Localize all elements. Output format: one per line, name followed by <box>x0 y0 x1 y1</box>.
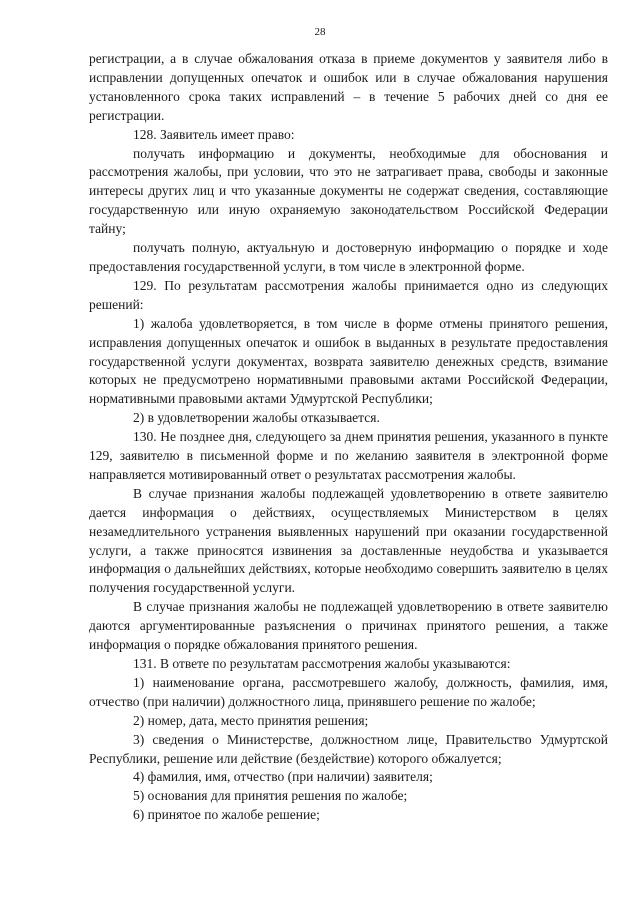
paragraph: В случае признания жалобы не подлежащей удовлетворению в ответе заявителю даются аргументированные разъяснения о причинах принятого решения, а также информация о порядке обжалования принятого решения. <box>89 599 608 653</box>
paragraph: регистрации, а в случае обжалования отказа в приеме документов у заявителя либо в исправлении допущенных опечаток и ошибок или в случае обжалования нарушения установленного срока таких исправлений – в течение 5 рабочих дней со дня ее регистрации. <box>89 51 608 123</box>
paragraph: получать информацию и документы, необходимые для обоснования и рассмотрения жалобы, при условии, что это не затрагивает права, свободы и законные интересы других лиц и что указанные документы не содержат сведения, составляющие государственную или иную охраняемую законодательством Российской Федерации тайну; <box>89 145 608 237</box>
paragraph: 5) основания для принятия решения по жалобе; <box>133 788 408 804</box>
document-body <box>89 50 608 825</box>
paragraph: 1) жалоба удовлетворяется, в том числе в форме отмены принятого решения, исправления допущенных опечаток и ошибок в выданных в результате предоставления государственной услуги документах, возврата заявителю денежных средств, взимание которых не предусмотрено нормативными правовыми актами Российской Федерации, нормативными правовыми актами Удмуртской Республики; <box>89 315 608 407</box>
paragraph: 129. По результатам рассмотрения жалобы принимается одно из следующих решений: <box>89 277 608 312</box>
paragraph: 6) принятое по жалобе решение; <box>133 807 320 823</box>
paragraph: 2) номер, дата, место принятия решения; <box>133 712 369 728</box>
paragraph: В случае признания жалобы подлежащей удовлетворению в ответе заявителю дается информация о действиях, осуществляемых Министерством в целях незамедлительного устранения выявленных нарушений при оказании государственной услуги, а также приносятся извинения за доставленные неудобства и указывается информация о дальнейших действиях, которые необходимо совершить заявителю в целях получения государственной услуги. <box>89 485 608 596</box>
page-number: 28 <box>314 26 326 38</box>
paragraph: 130. Не позднее дня, следующего за днем принятия решения, указанного в пункте 129, заявителю в письменной форме и по желанию заявителя в электронной форме направляется мотивированный ответ о результатах рассмотрения жалобы. <box>89 429 608 482</box>
paragraph: 128. Заявитель имеет право: <box>133 126 295 142</box>
paragraph: 2) в удовлетворении жалобы отказывается. <box>133 410 380 426</box>
paragraph: 1) наименование органа, рассмотревшего жалобу, должность, фамилия, имя, отчество (при наличии) должностного лица, принявшего решение по жалобе; <box>89 674 608 709</box>
paragraph: 3) сведения о Министерстве, должностном лице, Правительство Удмуртской Республики, решение или действие (бездействие) которого обжалуется; <box>89 731 608 766</box>
paragraph: 131. В ответе по результатам рассмотрения жалобы указываются: <box>133 656 511 671</box>
paragraph: 4) фамилия, имя, отчество (при наличии) заявителя; <box>133 769 433 785</box>
paragraph: получать полную, актуальную и достоверную информацию о порядке и ходе предоставления государственной услуги, в том числе в электронной форме. <box>89 240 608 274</box>
